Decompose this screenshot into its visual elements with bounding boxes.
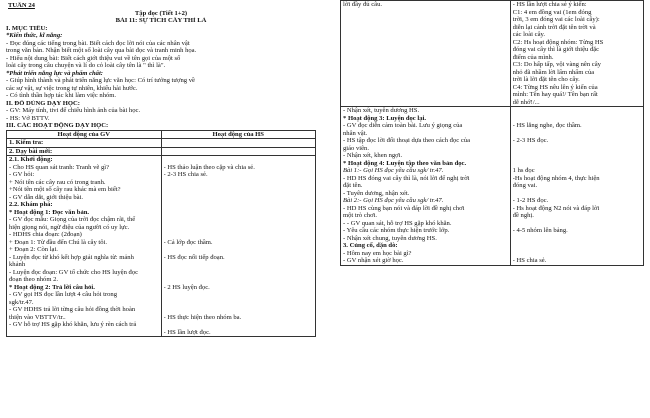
student-cell bbox=[510, 1, 643, 107]
student-cell-line: -Hs hoạt động nhóm 4, thực hiện bbox=[512, 174, 600, 182]
student-cell-line: trời, 3 em đóng vai các loài cây): bbox=[512, 16, 600, 23]
page-gap bbox=[318, 0, 338, 418]
knowledge-heading: *Kiến thức, kĩ năng: bbox=[6, 32, 63, 39]
student-cell-line: - HS lần lượt chia sẻ ý kiến: bbox=[512, 1, 587, 8]
student-cell-line: C4: Từng HS nêu lên ý kiến của bbox=[512, 83, 598, 91]
teacher-cell-line: * Hoạt động 3: Luyện đọc lại. bbox=[343, 114, 426, 122]
student-cell-line bbox=[513, 250, 641, 258]
teacher-cell-line: khảnh bbox=[9, 261, 26, 268]
teacher-cell-line: - HD HS đóng vai cây thì là, nói lời để nghị trời bbox=[343, 174, 470, 182]
teacher-cell-line: - GV nhận xét giờ học. bbox=[343, 257, 404, 264]
materials-line: - HS: Vở BTTV. bbox=[6, 114, 50, 122]
student-cell-line: C2: Hs hoạt động nhóm: Từng HS bbox=[512, 38, 604, 46]
left-page bbox=[6, 0, 316, 418]
student-cell-line bbox=[513, 235, 641, 243]
table-row bbox=[7, 147, 316, 156]
student-cell bbox=[161, 139, 316, 148]
teacher-cell-line: 2.2. Khám phá: bbox=[9, 201, 53, 208]
teacher-cell-line: - Cho HS quan sát tranh: Tranh vẽ gì? bbox=[9, 163, 109, 171]
student-cell-line: - HS lần lượt đọc. bbox=[163, 328, 211, 336]
student-cell-line bbox=[513, 160, 641, 168]
teacher-cell-line: - Nhận xét chung, tuyên dương HS. bbox=[343, 234, 437, 242]
teacher-cell-line: một trò chơi. bbox=[343, 212, 378, 219]
teacher-cell-line: * Hoạt động 1: Đọc văn bản. bbox=[9, 208, 90, 216]
student-cell bbox=[161, 147, 316, 156]
table-row bbox=[341, 107, 644, 266]
student-cell-line: đóng vai cây thì là giới thiệu đặc bbox=[512, 46, 600, 53]
table-row bbox=[341, 1, 644, 107]
teacher-cell-line: - GV gọi HS đọc lần lượt 4 câu hỏi trong bbox=[9, 291, 118, 298]
col-teacher-header: Hoạt động của GV bbox=[7, 130, 162, 139]
teacher-cell-line: lời đầy đủ câu. bbox=[343, 1, 383, 8]
teacher-cell-line: 1. Kiểm tra: bbox=[9, 139, 44, 146]
teacher-cell-line: Bài 1:- Gọi HS đọc yêu cầu sgk/ tr.47. bbox=[343, 167, 444, 174]
teacher-cell-line: - GV hỏi: bbox=[9, 171, 35, 178]
student-cell-line bbox=[164, 306, 314, 314]
teacher-cell-line: thiện vào VBTTV/tr.. bbox=[9, 313, 66, 321]
student-cell-line bbox=[513, 107, 641, 115]
lesson-title: BÀI 11: SỰ TÍCH CÂY THÌ LÀ bbox=[115, 17, 207, 24]
student-cell-line: - HS chia sẻ. bbox=[512, 257, 547, 264]
student-cell-line: diễn lại cảnh trời đặt tên trời và bbox=[512, 23, 596, 31]
student-cell-line bbox=[164, 299, 314, 307]
student-cell-line bbox=[164, 156, 314, 164]
student-cell-line bbox=[164, 261, 314, 269]
student-cell-line: nhỏ đã nhầm lời lẩm nhẩm của bbox=[512, 68, 595, 76]
right-page bbox=[340, 0, 644, 418]
teacher-cell-line: - GV đọc diễn cảm toàn bài. Lưu ý giọng của bbox=[343, 122, 463, 129]
teacher-cell-line: + Nói tên các cây rau có trong tranh. bbox=[9, 178, 106, 186]
teacher-cell bbox=[341, 107, 511, 266]
teacher-cell bbox=[7, 147, 162, 156]
student-cell-line bbox=[513, 190, 641, 198]
teacher-cell-line: 3. Củng cố, dặn dò: bbox=[343, 242, 398, 249]
section-activities: III. CÁC HOẠT ĐỘNG DẠY HỌC: bbox=[6, 122, 109, 129]
student-cell-line bbox=[164, 224, 314, 232]
col-student-header: Hoạt động của HS bbox=[161, 130, 316, 139]
student-cell-line: - 2-3 HS chia sẻ. bbox=[163, 171, 208, 178]
knowledge-line: - Hiểu nội dung bài: Biết cách giới thiệu vui về tên gọi của một số bbox=[6, 54, 181, 62]
competence-line: - Giúp hình thành và phát triển năng lực văn học: Có trí tưởng tượng về bbox=[6, 77, 195, 84]
student-cell-line bbox=[513, 242, 641, 250]
student-cell-line: - HS thảo luận theo cặp và chia sẻ. bbox=[163, 163, 255, 171]
student-cell-line bbox=[513, 152, 641, 160]
teacher-cell-line: * Hoạt động 2: Trả lời câu hỏi. bbox=[9, 283, 95, 291]
teacher-cell-line: - Luyện đọc từ khó kết hợp giải nghĩa từ: mảnh bbox=[9, 253, 134, 261]
teacher-cell-line: - Tuyên dương, nhận xét. bbox=[343, 189, 410, 197]
teacher-cell-line: +Nói tên một số cây rau khác mà em biết? bbox=[9, 186, 121, 193]
teacher-cell-line: + Đoạn 2: Còn lại. bbox=[9, 246, 58, 253]
competence-line: các sự vật, sự việc trong tự nhiên, khiếu hài hước. bbox=[6, 84, 138, 92]
student-cell-line bbox=[513, 145, 641, 153]
student-cell-line bbox=[513, 130, 641, 138]
subject-title: Tập đọc (Tiết 1+2) bbox=[134, 9, 188, 17]
student-cell-line: các loài cây. bbox=[512, 31, 546, 38]
student-cell-line bbox=[164, 276, 314, 284]
student-cell-line bbox=[164, 246, 314, 254]
student-cell-line: mình: Tên hay quá!/ Tên bạn rất bbox=[512, 91, 598, 98]
student-cell-line bbox=[164, 321, 314, 329]
student-cell-line: - 1-2 HS đọc. bbox=[512, 197, 549, 204]
table-row bbox=[7, 139, 316, 148]
student-cell-line: trời là lời đặt tên cho cây. bbox=[512, 76, 580, 83]
teacher-cell-line: - HD HS cùng bạn nói và đáp lời đề nghị chơi bbox=[343, 204, 465, 212]
teacher-cell-line: - HDHS chia đoạn: (2đoạn) bbox=[9, 231, 82, 238]
student-cell-line: điểm của mình. bbox=[512, 53, 554, 61]
student-cell-line bbox=[164, 231, 314, 239]
knowledge-line: - Đọc đúng các tiếng trong bài. Biết cách đọc lời nói của các nhân vật bbox=[6, 39, 190, 47]
student-cell bbox=[161, 156, 316, 337]
student-cell-line bbox=[513, 220, 641, 228]
materials-line: - GV: Máy tính, tivi để chiếu hình ảnh của bài học. bbox=[6, 107, 141, 114]
student-cell-line: 1 hs đọc bbox=[512, 167, 535, 174]
teacher-cell-line: 2. Dạy bài mới: bbox=[9, 147, 53, 155]
student-cell-line bbox=[164, 209, 314, 217]
materials-list bbox=[6, 107, 316, 122]
student-cell-line: - 2 HS luyện đọc. bbox=[163, 283, 210, 291]
student-cell-line: - Hs hoạt động N2 nói và đáp lời bbox=[512, 204, 600, 212]
week-label: TUẦN 24 bbox=[8, 2, 35, 9]
student-cell-line: - HS đọc nối tiếp đoạn. bbox=[163, 253, 225, 261]
teacher-cell-line: + Đoạn 1: Từ đầu đến Chú là cây tôi. bbox=[9, 238, 107, 246]
student-cell-line: C3: Do hấp tấp, vội vàng nên cây bbox=[512, 61, 601, 68]
teacher-cell-line: - GV dẫn dắt, giới thiệu bài. bbox=[9, 193, 84, 201]
teacher-cell-line: Bài 2:- Gọi HS đọc yêu cầu sgk/ tr.47. bbox=[343, 197, 444, 204]
student-cell-line: - Cả lớp đọc thầm. bbox=[163, 238, 213, 246]
teacher-cell-line: 2.1. Khởi động: bbox=[9, 156, 53, 163]
teacher-cell-line: - - GV quan sát, hỗ trợ HS gặp khó khăn. bbox=[343, 219, 452, 227]
competence-line: - Có tình thần hợp tác khi làm việc nhóm. bbox=[6, 92, 117, 99]
competence-heading: *Phát triển năng lực và phẩm chất: bbox=[6, 69, 104, 77]
student-cell-line: đóng vai. bbox=[512, 182, 538, 189]
student-cell bbox=[510, 107, 643, 266]
student-cell-line bbox=[513, 115, 641, 123]
teacher-cell-line: - GV hỗ trợ HS gặp khó khăn, lưu ý rèn cách trả bbox=[9, 321, 137, 328]
teacher-cell-line: nhân vật. bbox=[343, 129, 368, 137]
section-materials: II. ĐỒ DÙNG DẠY HỌC: bbox=[6, 99, 80, 107]
knowledge-line: loài cây trong câu chuyện và lí do cỏ loài cây tên là " thì là". bbox=[6, 62, 166, 69]
student-cell-line: - 4-5 nhóm lên bảng. bbox=[512, 227, 568, 234]
teacher-cell bbox=[7, 139, 162, 148]
student-cell-line: - HS lắng nghe, đọc thầm. bbox=[512, 122, 582, 129]
student-cell-line bbox=[164, 186, 314, 194]
teacher-cell-line: - HS tập đọc lời đối thoại dựa theo cách đọc của bbox=[343, 137, 470, 144]
teacher-cell-line: đoạn theo nhóm 2. bbox=[9, 276, 59, 283]
table-row bbox=[7, 156, 316, 337]
student-cell-line bbox=[164, 269, 314, 277]
section-objectives: I. MỤC TIÊU: bbox=[6, 24, 48, 32]
teacher-cell-line: - Nhận xét, tuyên dương HS. bbox=[343, 107, 420, 114]
teacher-cell bbox=[341, 1, 511, 107]
competence-list bbox=[6, 77, 316, 100]
activities-table-right bbox=[340, 0, 644, 266]
teacher-cell-line: - Yêu cầu các nhóm thực hiện trước lớp. bbox=[343, 227, 450, 234]
teacher-cell-line: hiện giọng nói, ngữ điệu của người có uy lực. bbox=[9, 223, 130, 231]
teacher-cell-line: giáo viên. bbox=[343, 144, 370, 152]
teacher-cell-line: - GV HDHS trả lời từng câu hỏi đồng thời hoàn bbox=[9, 306, 136, 313]
student-cell-line bbox=[164, 179, 314, 187]
teacher-cell bbox=[7, 156, 162, 337]
teacher-cell-line: - Luyện đọc đoạn: GV tổ chức cho HS luyện đọc bbox=[9, 268, 139, 276]
activities-table-left bbox=[6, 130, 316, 338]
teacher-cell-line: - GV đọc mẫu: Giọng của trời đọc chậm rãi, thể bbox=[9, 216, 136, 223]
teacher-cell-line: - Nhận xét, khen ngợi. bbox=[343, 152, 403, 159]
knowledge-line: trong văn bản. Nhận biết một số loài cây qua bài đọc và tranh minh họa. bbox=[6, 47, 197, 54]
student-cell-line bbox=[164, 291, 314, 299]
student-cell-line: - HS thực hiện theo nhóm ba. bbox=[163, 313, 242, 321]
knowledge-list bbox=[6, 40, 316, 70]
student-cell-line: dễ nhớ!/... bbox=[512, 98, 540, 106]
student-cell-line: đề nghị. bbox=[512, 212, 534, 219]
student-cell-line bbox=[164, 216, 314, 224]
student-cell-line bbox=[164, 194, 314, 202]
student-cell-line: C1: 4 em đồng vai (1em đóng bbox=[512, 8, 592, 16]
teacher-cell-line: sgk/tr.47. bbox=[9, 298, 34, 306]
student-cell-line: - 2-3 HS đọc. bbox=[512, 137, 549, 144]
teacher-cell-line: - Hôm nay em học bài gì? bbox=[343, 249, 412, 257]
teacher-cell-line: đặt tên. bbox=[343, 182, 363, 189]
teacher-cell-line: * Hoạt động 4: Luyện tập theo văn bản đọc. bbox=[343, 159, 467, 167]
student-cell-line bbox=[164, 201, 314, 209]
